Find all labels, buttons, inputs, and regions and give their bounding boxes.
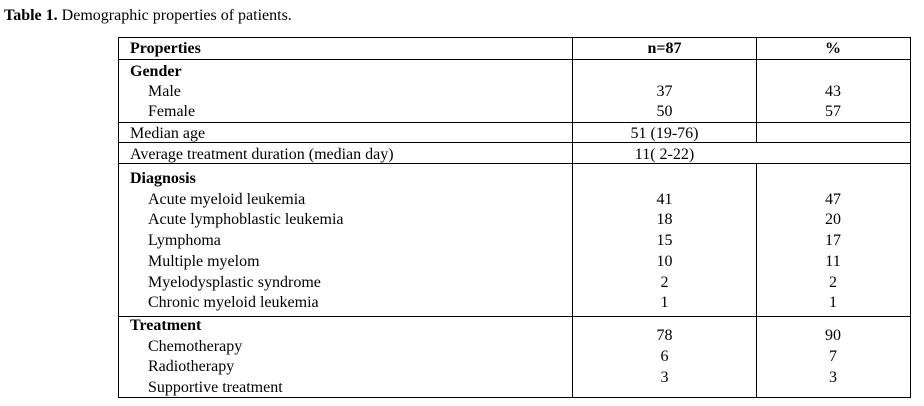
treatment-row-label: Supportive treatment (148, 379, 283, 396)
table-caption-label: Table 1. (4, 7, 58, 24)
diagnosis-row-n: 18 (656, 211, 673, 228)
gender-row-pct: 57 (825, 103, 841, 120)
treatment-row-n: 78 (656, 327, 673, 344)
diagnosis-row-pct: 17 (825, 232, 841, 249)
treatment-row-n: 6 (660, 348, 669, 365)
gender-heading: Gender (130, 63, 182, 80)
treatment-heading: Treatment (130, 317, 202, 334)
gender-row-n: 37 (656, 83, 673, 100)
diagnosis-row-n: 41 (656, 191, 673, 208)
treatment-row-label: Radiotherapy (148, 358, 235, 375)
diagnosis-row-pct: 20 (825, 211, 841, 228)
median-age-label: Median age (130, 125, 206, 142)
diagnosis-row-n: 1 (660, 294, 669, 311)
diagnosis-row-pct: 1 (829, 294, 837, 311)
table-caption-text: Demographic properties of patients. (57, 7, 292, 24)
diagnosis-row-label: Lymphoma (148, 232, 221, 249)
diagnosis-row-label: Myelodysplastic syndrome (148, 274, 321, 291)
diagnosis-row-label: Acute myeloid leukemia (148, 191, 306, 208)
gender-row-label: Female (148, 103, 196, 120)
treatment-row-label: Chemotherapy (148, 338, 243, 355)
header-divider (119, 59, 910, 60)
diagnosis-row-n: 15 (656, 232, 673, 249)
diagnosis-row-label: Acute lymphoblastic leukemia (148, 211, 344, 228)
diagnosis-row-n: 10 (656, 253, 673, 270)
diagnosis-divider (119, 316, 910, 317)
table-caption (4, 7, 292, 25)
header-n: n=87 (647, 40, 682, 57)
median-age-divider (119, 142, 910, 143)
treatment-duration-label: Average treatment duration (median day) (130, 146, 394, 163)
demographics-table (118, 37, 911, 398)
diagnosis-heading: Diagnosis (130, 170, 196, 187)
diagnosis-row-label: Chronic myeloid leukemia (148, 294, 319, 311)
gender-row-n: 50 (656, 103, 673, 120)
median-age-value: 51 (19-76) (630, 125, 699, 142)
gender-divider (119, 122, 910, 123)
gender-row-pct: 43 (825, 83, 841, 100)
treatment-row-pct: 90 (825, 327, 841, 344)
header-percent: % (825, 40, 841, 57)
gender-row-label: Male (148, 83, 181, 100)
diagnosis-row-pct: 47 (825, 191, 841, 208)
treatment-duration-value: 11( 2-22) (634, 146, 695, 163)
treatment-row-pct: 7 (829, 348, 837, 365)
header-properties: Properties (130, 40, 201, 57)
treatment-row-n: 3 (660, 369, 669, 386)
diagnosis-row-pct: 11 (825, 253, 841, 270)
diagnosis-row-pct: 2 (829, 274, 837, 291)
diagnosis-row-label: Multiple myelom (148, 253, 260, 270)
treatment-row-pct: 3 (829, 369, 837, 386)
diagnosis-row-n: 2 (660, 274, 669, 291)
